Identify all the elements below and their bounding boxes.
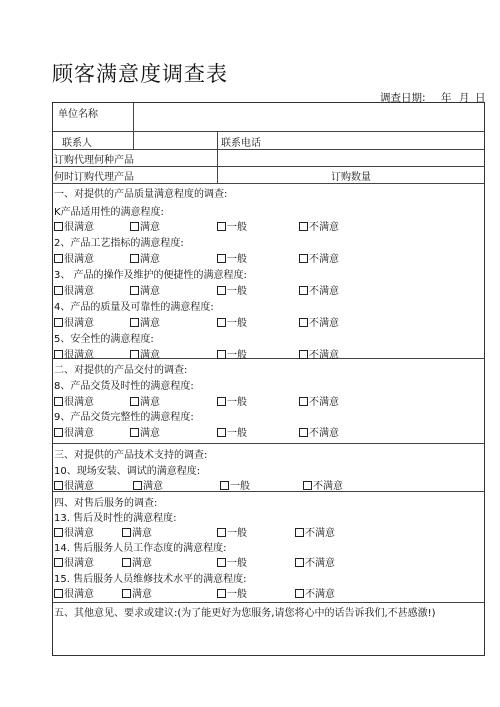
checkbox-icon <box>130 428 139 437</box>
question-label: 10、现场安装、调试的满意程度: <box>54 466 201 477</box>
unit-name-label: 单位名称 <box>58 109 98 120</box>
checkbox-icon <box>130 318 139 327</box>
option-label: 很满意 <box>64 428 94 439</box>
option-label: 满意 <box>140 286 160 297</box>
question-label: 4、产品的质量及可靠性的满意程度: <box>54 302 214 313</box>
option-label: 不满意 <box>305 589 335 600</box>
option-label: 不满意 <box>309 350 339 361</box>
option-very-satisfied[interactable] <box>54 393 94 408</box>
checkbox-icon <box>217 558 226 567</box>
option-normal[interactable] <box>220 477 250 492</box>
checkbox-icon <box>217 589 226 598</box>
option-label: 满意 <box>132 528 152 539</box>
option-normal[interactable] <box>217 524 247 539</box>
option-unsatisfied[interactable] <box>299 424 339 439</box>
checkbox-icon <box>54 318 63 327</box>
section-delivery <box>53 358 484 444</box>
option-label: 不满意 <box>305 558 335 569</box>
checkbox-icon <box>122 589 131 598</box>
option-normal[interactable] <box>217 282 247 297</box>
contact-phone-label: 联系电话 <box>221 138 261 149</box>
section4-heading: 四、对售后服务的调查: <box>54 498 158 509</box>
option-normal[interactable] <box>217 585 247 600</box>
option-satisfied[interactable] <box>122 585 152 600</box>
question-label: 8、产品交货及时性的满意程度: <box>54 381 194 392</box>
checkbox-icon <box>299 222 308 231</box>
option-label: 不满意 <box>309 428 339 439</box>
option-very-satisfied[interactable] <box>54 477 94 492</box>
checkbox-icon <box>217 428 226 437</box>
option-label: 不满意 <box>309 222 339 233</box>
option-normal[interactable] <box>217 218 247 233</box>
option-satisfied[interactable] <box>130 218 160 233</box>
option-satisfied[interactable] <box>133 477 163 492</box>
checkbox-icon <box>217 286 226 295</box>
option-unsatisfied[interactable] <box>295 524 335 539</box>
option-normal[interactable] <box>217 393 247 408</box>
checkbox-icon <box>54 481 63 490</box>
checkbox-icon <box>217 397 226 406</box>
checkbox-icon <box>303 481 312 490</box>
checkbox-icon <box>54 558 63 567</box>
option-label: 满意 <box>140 428 160 439</box>
order-qty-label: 订购数量 <box>331 172 371 183</box>
option-label: 一般 <box>227 254 247 265</box>
option-label: 一般 <box>227 528 247 539</box>
option-label: 很满意 <box>64 350 94 361</box>
question-label: 13. 售后及时性的满意程度: <box>54 513 177 524</box>
option-label: 很满意 <box>64 254 94 265</box>
date-day-label: 日 <box>475 92 486 104</box>
option-very-satisfied[interactable] <box>54 314 94 329</box>
option-label: 满意 <box>132 589 152 600</box>
option-label: 满意 <box>140 350 160 361</box>
checkbox-icon <box>217 528 226 537</box>
option-label: 满意 <box>140 318 160 329</box>
option-label: 不满意 <box>309 397 339 408</box>
checkbox-icon <box>220 481 229 490</box>
section5-text: 五、其他意见、要求或建议:(为了能更好为您服务,请您将心中的话告诉我们,不甚感激!) <box>54 608 436 619</box>
product-row <box>53 149 484 167</box>
option-label: 一般 <box>227 286 247 297</box>
contact-row <box>53 131 484 150</box>
option-label: 不满意 <box>313 481 343 492</box>
option-very-satisfied[interactable] <box>54 424 94 439</box>
question-label: 5、安全性的满意程度: <box>54 334 154 345</box>
survey-form <box>52 102 485 656</box>
option-unsatisfied[interactable] <box>299 393 339 408</box>
checkbox-icon <box>299 286 308 295</box>
section-quality <box>53 183 484 359</box>
checkbox-icon <box>54 428 63 437</box>
section-after-sales <box>53 491 484 603</box>
section1-heading: 一、对提供的产品质量满意程度的调查: <box>54 189 228 200</box>
checkbox-icon <box>130 397 139 406</box>
option-very-satisfied[interactable] <box>54 524 94 539</box>
order-time-field[interactable] <box>217 166 322 183</box>
option-label: 一般 <box>227 318 247 329</box>
option-unsatisfied[interactable] <box>299 282 339 297</box>
option-very-satisfied[interactable] <box>54 554 94 569</box>
option-label: 满意 <box>143 481 163 492</box>
option-very-satisfied[interactable] <box>54 282 94 297</box>
checkbox-icon <box>133 481 142 490</box>
question-label: 9、产品交货完整性的满意程度: <box>54 412 194 423</box>
question-label: 3、 产品的操作及维护的便捷性的满意程度: <box>54 270 247 281</box>
option-normal[interactable] <box>217 314 247 329</box>
checkbox-icon <box>295 558 304 567</box>
option-label: 很满意 <box>64 318 94 329</box>
checkbox-icon <box>54 286 63 295</box>
survey-date-label: 调查日期: <box>380 92 426 104</box>
section-other-comments[interactable] <box>53 602 484 656</box>
contact-phone-cell <box>217 131 484 149</box>
checkbox-icon <box>217 318 226 327</box>
checkbox-icon <box>295 528 304 537</box>
checkbox-icon <box>299 397 308 406</box>
question-label: K产品适用性的满意程度: <box>54 207 164 218</box>
contact-person-label: 联系人 <box>62 138 92 149</box>
checkbox-icon <box>299 318 308 327</box>
option-label: 满意 <box>132 558 152 569</box>
option-label: 满意 <box>140 222 160 233</box>
option-normal[interactable] <box>217 424 247 439</box>
option-label: 一般 <box>227 222 247 233</box>
product-ordered-field[interactable] <box>217 149 484 166</box>
option-unsatisfied[interactable] <box>295 554 335 569</box>
option-normal[interactable] <box>217 250 247 265</box>
option-label: 不满意 <box>309 286 339 297</box>
product-ordered-label: 订购代理何种产品 <box>54 155 134 166</box>
checkbox-icon <box>217 254 226 263</box>
option-label: 很满意 <box>64 397 94 408</box>
option-label: 很满意 <box>64 558 94 569</box>
option-label: 一般 <box>227 350 247 361</box>
checkbox-icon <box>54 528 63 537</box>
option-label: 很满意 <box>64 528 94 539</box>
checkbox-icon <box>130 254 139 263</box>
option-satisfied[interactable] <box>122 554 152 569</box>
option-satisfied[interactable] <box>130 314 160 329</box>
option-label: 一般 <box>227 558 247 569</box>
checkbox-icon <box>54 397 63 406</box>
option-satisfied[interactable] <box>130 393 160 408</box>
option-label: 很满意 <box>64 481 94 492</box>
checkbox-icon <box>130 286 139 295</box>
order-time-row <box>53 166 484 184</box>
checkbox-icon <box>299 254 308 263</box>
option-label: 满意 <box>140 254 160 265</box>
option-very-satisfied[interactable] <box>54 585 94 600</box>
contact-person-field[interactable] <box>133 131 218 149</box>
option-label: 很满意 <box>64 589 94 600</box>
option-very-satisfied[interactable] <box>54 250 94 265</box>
option-label: 满意 <box>140 397 160 408</box>
option-unsatisfied[interactable] <box>299 314 339 329</box>
section3-heading: 三、对提供的产品技术支持的调查: <box>54 450 208 461</box>
option-label: 很满意 <box>64 286 94 297</box>
option-satisfied[interactable] <box>130 424 160 439</box>
option-unsatisfied[interactable] <box>299 218 339 233</box>
section2-heading: 二、对提供的产品交付的调查: <box>54 365 188 376</box>
checkbox-icon <box>122 528 131 537</box>
option-label: 一般 <box>227 589 247 600</box>
date-month-label: 月 <box>459 92 470 104</box>
question-label: 14. 售后服务人员工作态度的满意程度: <box>54 543 227 554</box>
option-unsatisfied[interactable] <box>295 585 335 600</box>
checkbox-icon <box>54 222 63 231</box>
section-tech-support <box>53 443 484 492</box>
order-time-label: 何时订购代理产品 <box>54 172 134 183</box>
checkbox-icon <box>54 254 63 263</box>
checkbox-icon <box>54 589 63 598</box>
checkbox-icon <box>217 222 226 231</box>
option-satisfied[interactable] <box>122 524 152 539</box>
option-satisfied[interactable] <box>130 250 160 265</box>
option-label: 一般 <box>227 428 247 439</box>
option-unsatisfied[interactable] <box>299 250 339 265</box>
option-very-satisfied[interactable] <box>54 218 94 233</box>
option-unsatisfied[interactable] <box>303 477 343 492</box>
question-label: 15. 售后服务人员维修技术水平的满意程度: <box>54 574 247 585</box>
checkbox-icon <box>299 428 308 437</box>
option-normal[interactable] <box>217 554 247 569</box>
page-title: 顾客满意度调查表 <box>52 62 228 86</box>
option-label: 一般 <box>230 481 250 492</box>
option-label: 不满意 <box>309 254 339 265</box>
checkbox-icon <box>130 222 139 231</box>
option-label: 很满意 <box>64 222 94 233</box>
option-satisfied[interactable] <box>130 282 160 297</box>
option-label: 不满意 <box>305 528 335 539</box>
unit-name-field[interactable] <box>133 103 484 131</box>
checkbox-icon <box>295 589 304 598</box>
option-label: 一般 <box>227 397 247 408</box>
option-label: 不满意 <box>309 318 339 329</box>
unit-name-row <box>53 103 484 132</box>
question-label: 2、产品工艺指标的满意程度: <box>54 238 184 249</box>
checkbox-icon <box>122 558 131 567</box>
date-year-label: 年 <box>441 92 452 104</box>
